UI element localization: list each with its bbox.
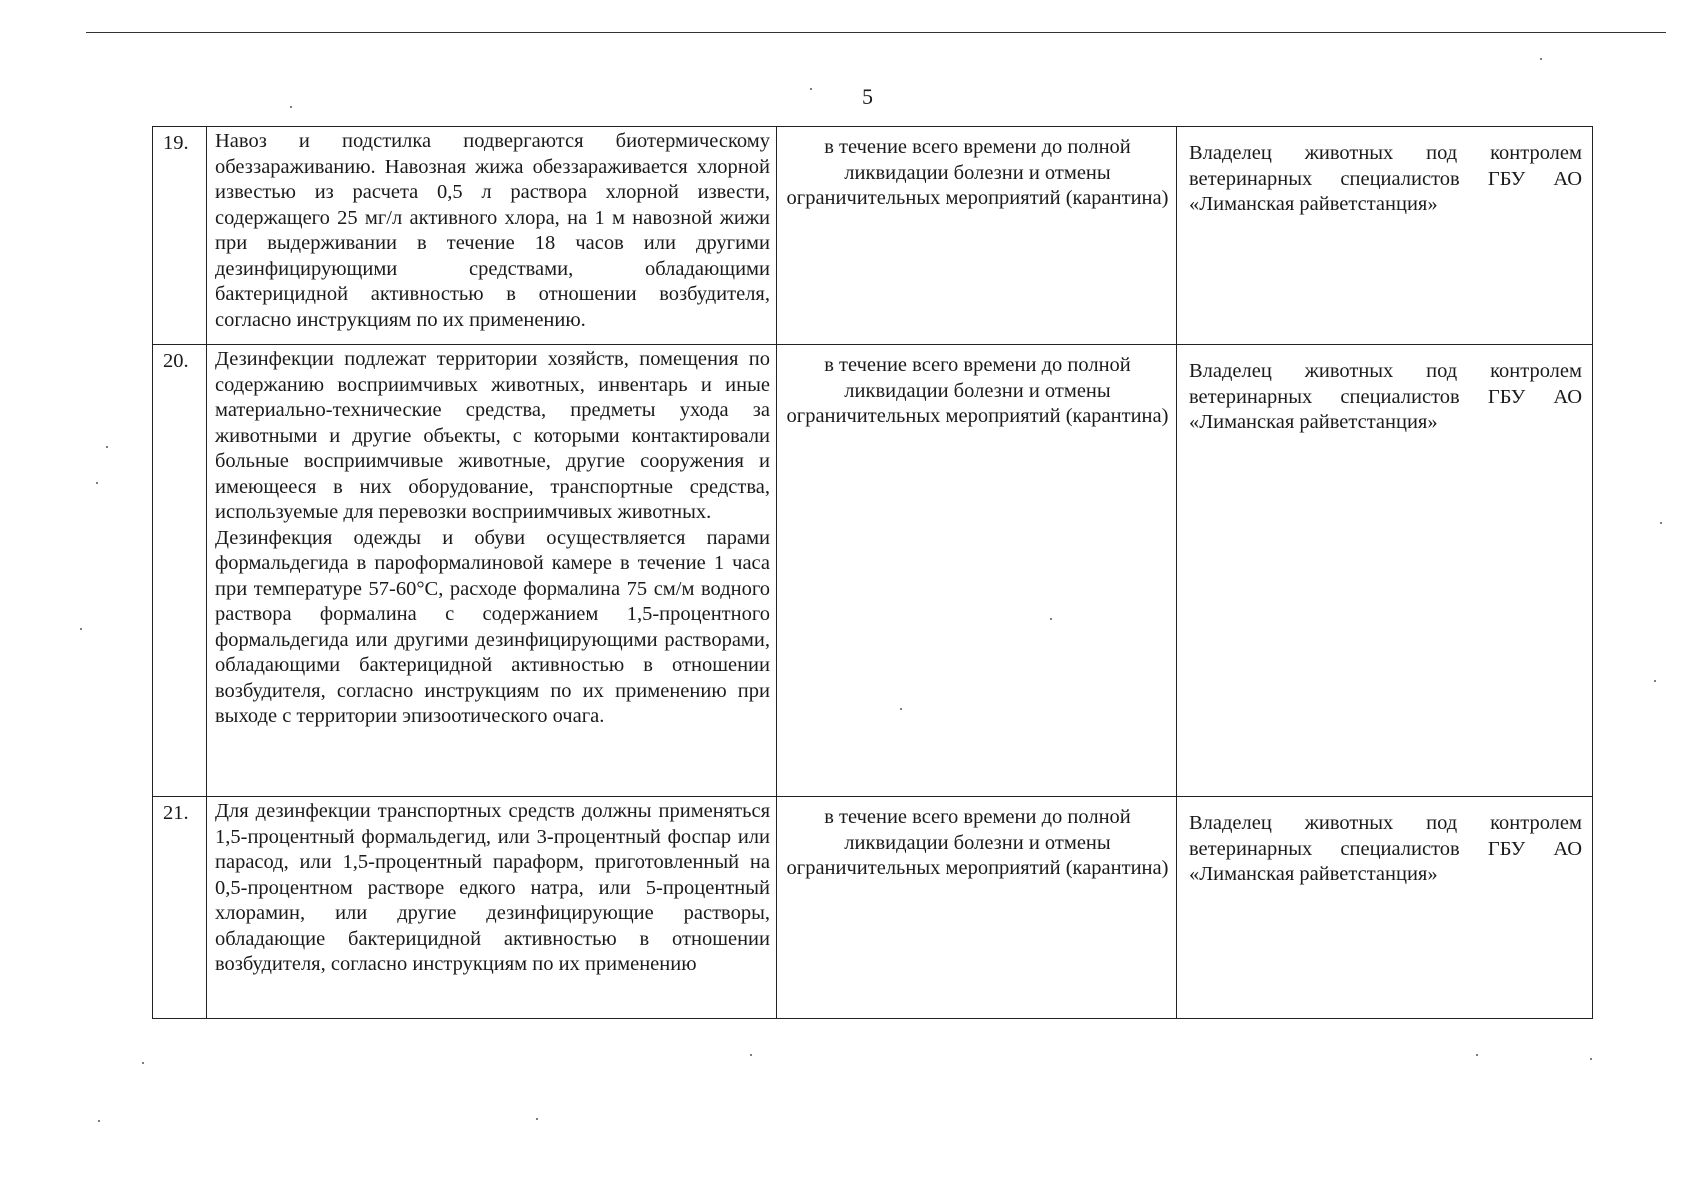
scan-speck: [96, 482, 98, 484]
action-paragraph: Дезинфекции подлежат территории хозяйств, помещения по содержанию восприимчивых животных, инвентарь и иные материально-технические средства, предметы ухода за животными и другие объекты, с которыми контактировали больные восприимчивые животные, другие сооружения и имеющееся в них оборудование, транспортные средства, используемые для перевозки восприимчивых животных.: [215, 348, 770, 523]
scan-speck: [106, 446, 108, 448]
action-cell: [207, 797, 777, 1019]
scan-speck: [98, 1120, 100, 1122]
scan-speck: [1660, 522, 1662, 524]
term-cell: в течение всего времени до полной ликвидации болезни и отмены ограничительных мероприятий (карантина): [777, 797, 1177, 1019]
action-cell: [207, 127, 777, 345]
page-number: 5: [862, 84, 873, 109]
scan-speck: [142, 1062, 144, 1064]
responsible-cell: Владелец животных под контролем ветеринарных специалистов ГБУ АО «Лиманская райветстанция»: [1177, 797, 1593, 1019]
table-row: [153, 797, 1593, 1019]
table-row: [153, 127, 1593, 345]
scan-speck: [1476, 1054, 1478, 1056]
scan-speck: [900, 708, 902, 710]
scan-speck: [810, 88, 812, 90]
action-paragraph: Дезинфекция одежды и обуви осуществляется парами формальдегида в пароформалиновой камере в течение 1 часа при температуре 57-60°С, расходе формалина 75 см/м водного раствора формалина с содержанием 1,5-процентного формальдегида или другими дезинфицирующими растворами, обладающими бактерицидной активностью в отношении возбудителя, согласно инструкциям по их применению при выходе с территории эпизоотического очага.: [215, 526, 770, 727]
responsible-cell: Владелец животных под контролем ветеринарных специалистов ГБУ АО «Лиманская райветстанция»: [1177, 127, 1593, 345]
row-number: 21.: [153, 797, 207, 1019]
scan-speck: [1540, 58, 1542, 60]
measures-table: [152, 126, 1593, 1019]
row-number: 19.: [153, 127, 207, 345]
scan-speck: [1654, 680, 1656, 682]
table-row: [153, 345, 1593, 797]
row-number: 20.: [153, 345, 207, 797]
action-paragraph: Навоз и подстилка подвергаются биотермическому обеззараживанию. Навозная жижа обеззараживается хлорной известью из расчета 0,5 л раствора хлорной извести, содержащего 25 мг/л активного хлора, на 1 м навозной жижи при выдерживании в течение 18 часов или другими дезинфицирующими средствами, обладающими бактерицидной активностью в отношении возбудителя, согласно инструкциям по их применению.: [215, 130, 770, 331]
scan-speck: [1050, 618, 1052, 620]
term-cell: в течение всего времени до полной ликвидации болезни и отмены ограничительных мероприятий (карантина): [777, 345, 1177, 797]
scan-speck: [290, 106, 292, 108]
term-cell: в течение всего времени до полной ликвидации болезни и отмены ограничительных мероприятий (карантина): [777, 127, 1177, 345]
action-cell: [207, 345, 777, 797]
scan-speck: [1590, 1058, 1592, 1060]
scan-speck: [80, 628, 82, 630]
top-rule: [86, 32, 1666, 33]
responsible-cell: Владелец животных под контролем ветеринарных специалистов ГБУ АО «Лиманская райветстанция»: [1177, 345, 1593, 797]
action-paragraph: Для дезинфекции транспортных средств должны применяться 1,5-процентный формальдегид, или 3-процентный фоспар или парасод, или 1,5-процентный параформ, приготовленный на 0,5-процентном растворе едкого натра, или 5-процентный хлорамин, или другие дезинфицирующие растворы, обладающие бактерицидной активностью в отношении возбудителя, согласно инструкциям по их применению: [215, 800, 770, 975]
scan-speck: [536, 1118, 538, 1120]
scan-speck: [750, 1054, 752, 1056]
